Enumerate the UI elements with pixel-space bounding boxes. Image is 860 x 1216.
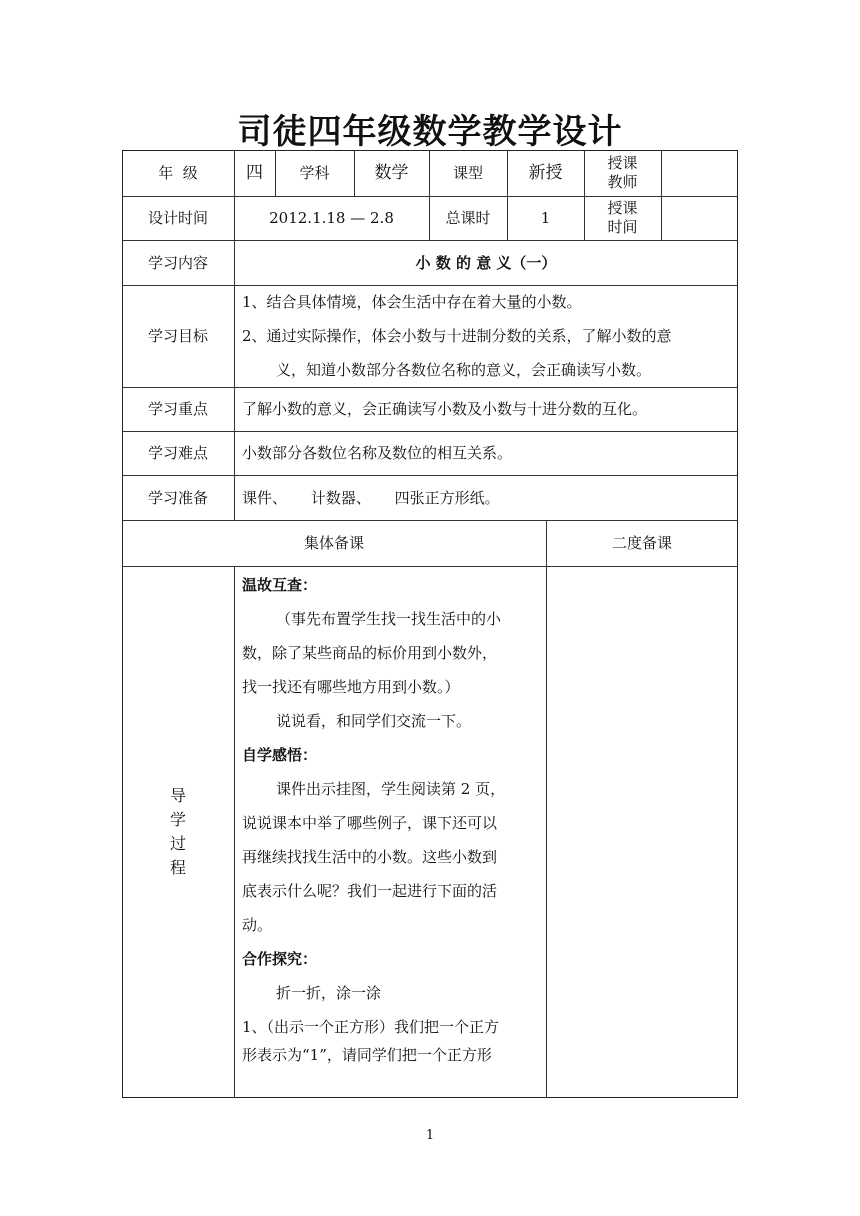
- preparation-value: 课件、 计数器、 四张正方形纸。: [242, 488, 500, 507]
- lesson-type-value: 新授: [528, 163, 563, 183]
- difficulties-label: 学习难点: [147, 444, 208, 462]
- section-title: 自学感悟：: [242, 746, 318, 764]
- process-label-char: 导: [169, 786, 186, 805]
- key-points-label: 学习重点: [147, 400, 208, 418]
- goals-text: [242, 285, 736, 387]
- difficulties-value: 小数部分各数位名称及数位的相互关系。: [242, 444, 513, 462]
- key-points-value: 了解小数的意义，会正确读写小数及小数与十进分数的互化。: [242, 400, 648, 418]
- grade-label: 年 级: [158, 164, 198, 182]
- process-line: 再继续找找生活中的小数。这些小数到: [242, 848, 498, 866]
- goal-line: 1、结合具体情境，体会生活中存在着大量的小数。: [242, 293, 582, 311]
- section-title: 合作探究：: [242, 950, 318, 968]
- section-title: 温故互查：: [242, 576, 318, 594]
- process-line: 说说看，和同学们交流一下。: [276, 712, 472, 730]
- process-label-char: 过: [169, 834, 186, 853]
- total-hours-label: 总课时: [445, 209, 491, 227]
- preparation-label: 学习准备: [147, 488, 208, 507]
- design-time-value: 2012.1.18 — 2.8: [269, 209, 394, 227]
- content-value: 小 数 的 意 义（一）: [415, 253, 557, 272]
- goal-line: 义，知道小数部分各数位名称的意义，会正确读写小数。: [276, 361, 652, 379]
- process-line: 课件出示挂图，学生阅读第 2 页，: [276, 780, 506, 798]
- grade-value: 四: [246, 163, 263, 183]
- content-label: 学习内容: [147, 253, 208, 272]
- subject-value: 数学: [374, 163, 409, 183]
- lesson-type-label: 课型: [452, 164, 483, 182]
- col-divider: [546, 520, 547, 1098]
- process-line: 1、（出示一个正方形）我们把一个正方: [242, 1018, 500, 1036]
- goal-line: 2、通过实际操作，体会小数与十进制分数的关系，了解小数的意: [242, 327, 672, 345]
- total-hours-value: 1: [540, 209, 551, 227]
- row-divider: [122, 566, 738, 567]
- process-line: 折一折，涂一涂: [276, 984, 382, 1002]
- process-line: 形表示为“1”，请同学们把一个正方形: [242, 1046, 492, 1064]
- goals-label: 学习目标: [147, 327, 208, 345]
- teacher-value: [661, 150, 738, 196]
- class-time-value: [661, 196, 738, 240]
- process-line: 说说课本中举了哪些例子，课下还可以: [242, 814, 498, 832]
- second-prep-header: 二度备课: [611, 534, 672, 552]
- process-label-char: 程: [169, 858, 186, 877]
- teacher-label: 授课 教师: [607, 154, 638, 191]
- process-line: 底表示什么呢？我们一起进行下面的活: [242, 882, 498, 900]
- class-time-label: 授课 时间: [607, 199, 638, 236]
- process-line: 找一找还有哪些地方用到小数。）: [242, 678, 460, 696]
- process-line: 数，除了某些商品的标价用到小数外，: [242, 644, 498, 662]
- process-label: [122, 784, 234, 880]
- process-line: （事先布置学生找一找生活中的小: [276, 610, 502, 628]
- subject-label: 学科: [299, 164, 330, 182]
- design-time-label: 设计时间: [147, 209, 208, 227]
- page-number: 1: [425, 1128, 435, 1143]
- document-title: 司徒四年级数学教学设计: [237, 112, 623, 152]
- process-label-char: 学: [169, 810, 186, 829]
- col-divider: [234, 566, 235, 1098]
- process-line: 动。: [242, 916, 273, 934]
- collective-prep-header: 集体备课: [303, 534, 364, 552]
